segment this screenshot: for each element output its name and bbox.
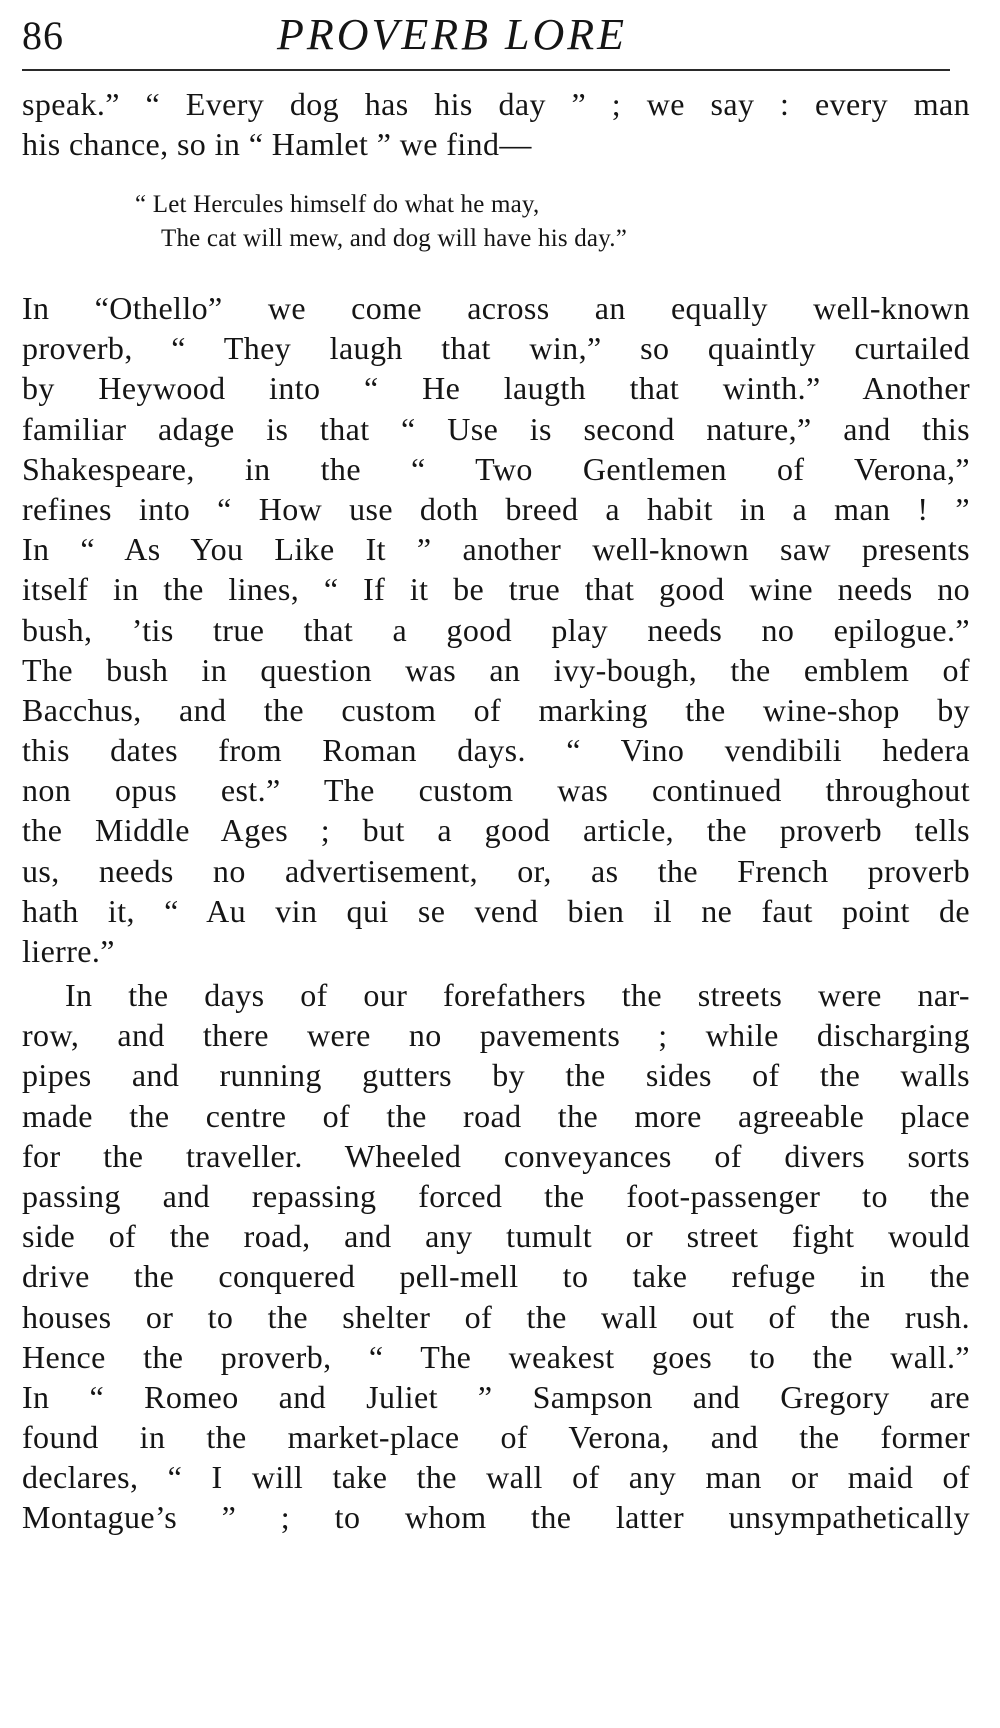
text-line: familiar adage is that “ Use is second nature,” and this [22,410,970,447]
text-line: made the centre of the road the more agreeable place [22,1097,970,1134]
verse-line: The cat will mew, and dog will have his day.” [161,225,628,252]
paragraph-streets [22,975,970,1538]
text-line: passing and repassing forced the foot-passenger to the [22,1177,970,1214]
text-line: proverb, “ They laugh that win,” so quaintly curtailed [22,330,970,367]
text-line: In “ As You Like It ” another well-known saw presents [22,531,970,568]
page-header [22,8,952,68]
text-line: itself in the lines, “ If it be true that good wine needs no [22,571,970,608]
text-line: side of the road, and any tumult or street fight would [22,1218,970,1255]
text-line: hath it, “ Au vin qui se vend bien il ne faut point de [22,892,970,929]
text-line: for the traveller. Wheeled conveyances of divers sorts [22,1137,970,1174]
text-line: drive the conquered pell-mell to take refuge in the [22,1258,970,1295]
text-line: pipes and running gutters by the sides of the walls [22,1057,970,1094]
text-line: Hence the proverb, “ The weakest goes to the wall.” [22,1338,970,1375]
text-line: declares, “ I will take the wall of any man or maid of [22,1459,970,1496]
text-line: non opus est.” The custom was continued throughout [22,772,970,809]
text-line: The bush in question was an ivy-bough, the emblem of [22,651,970,688]
opening-lines [22,84,970,164]
text-line: In “Othello” we come across an equally well-known [22,290,970,326]
text-line: refines into “ How use doth breed a habit in a man ! ” [22,490,970,527]
text-line: his chance, so in “ Hamlet ” we find— [22,126,532,163]
header-rule [22,69,950,71]
text-line: row, and there were no pavements ; while discharging [22,1017,970,1054]
text-line: speak.” “ Every dog has his day ” ; we say : every man [22,86,970,122]
running-title: PROVERB LORE [277,10,628,59]
text-line: by Heywood into “ He laugth that winth.” Another [22,370,970,407]
text-line: bush, ’tis true that a good play needs no epilogue.” [22,611,970,648]
paragraph-othello [22,288,970,971]
text-line: this dates from Roman days. “ Vino vendibili hedera [22,732,970,769]
text-line: houses or to the shelter of the wall out of the rush. [22,1298,970,1335]
text-line: found in the market-place of Verona, and the former [22,1419,970,1456]
verse-line: “ Let Hercules himself do what he may, [135,191,540,218]
verse-quotation [135,188,627,256]
page-number: 86 [22,13,64,58]
text-line: us, needs no advertisement, or, as the French proverb [22,852,970,889]
text-line: Bacchus, and the custom of marking the wine-shop by [22,691,970,728]
text-line: lierre.” [22,933,115,969]
text-line: In the days of our forefathers the streets were nar- [65,977,970,1013]
text-line: Montague’s ” ; to whom the latter unsympathetically [22,1499,970,1536]
text-line: the Middle Ages ; but a good article, the proverb tells [22,812,970,849]
text-line: In “ Romeo and Juliet ” Sampson and Gregory are [22,1378,970,1415]
text-line: Shakespeare, in the “ Two Gentlemen of Verona,” [22,450,970,487]
